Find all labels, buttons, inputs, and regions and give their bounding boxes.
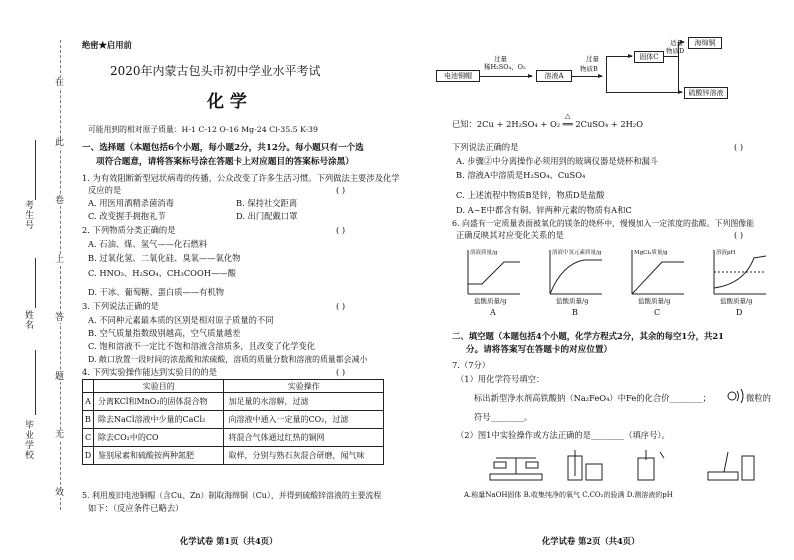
- exam-title: 2020年内蒙古包头市初中学业水平考试: [110, 64, 321, 78]
- graph-b[interactable]: [550, 250, 602, 294]
- section1-heading-cont: 项符合题意，请将答案标号涂在答题卡上对应题目的答案标号涂黑）: [96, 157, 354, 167]
- flow-step2-reagent: 物质B: [580, 65, 598, 73]
- atomic-masses: 可能用到的相对原子质量：H-1 C-12 O-16 Mg-24 Cl-35.5 K-39: [88, 125, 318, 134]
- q5-answer-slot[interactable]: ( ): [734, 142, 744, 152]
- balance-icon: [490, 458, 542, 480]
- flow-step1-reagent: 稀H₂SO₄、O₂: [484, 63, 526, 71]
- q5-question: 下列说法正确的是: [452, 142, 519, 152]
- q6-answer-slot[interactable]: ( ): [734, 230, 744, 240]
- table-cell: 鉴别尿素和硫酸铵两种氮肥: [94, 447, 224, 465]
- flow-sponge-copper-box: 海绵铜: [688, 37, 722, 49]
- table-cell: 向溶液中通入一定量的CO₂，过滤: [224, 411, 384, 429]
- q1-option-c: C. 改变握手拥抱礼节: [88, 211, 166, 221]
- q1-answer-slot[interactable]: ( ): [336, 185, 346, 195]
- table-cell: B: [83, 411, 94, 429]
- section2-heading-cont: 分。请将答案写在答题卡的对应位置）: [466, 345, 613, 355]
- graph-c-xlabel: 盐酸质量/g: [638, 297, 671, 305]
- table-cell: 除去CO₂中的CO: [94, 429, 224, 447]
- school-label: 毕业学校: [23, 420, 33, 460]
- q6-stem: 6. 向盛有一定质量表面被氧化的镁条的烧杯中，慢慢加入一定浓度的盐酸。下列图像能: [452, 219, 754, 228]
- flow-solid-c-box: 固体C: [634, 51, 664, 63]
- fold-char: 题: [55, 372, 65, 382]
- q3-option-d: D. 敞口放置一段时间的浓盐酸和浓硫酸，溶质的质量分数和溶液的质量都会减小: [88, 355, 368, 364]
- flow-start-box: 电池铜帽: [436, 70, 480, 82]
- q4-answer-slot[interactable]: ( ): [336, 367, 346, 377]
- table-cell: 分离KCl和MnO₂的固体混合物: [94, 393, 224, 411]
- flow-arrow: [606, 92, 682, 93]
- subject-title: 化 学: [207, 92, 247, 112]
- table-cell: 将混合气体通过红热的铜网: [224, 429, 384, 447]
- right-page: [408, 0, 794, 560]
- q5-option-b: B. 溶液A中溶质是H₂SO₄、CuSO₄: [456, 170, 586, 180]
- fold-char: 效: [55, 488, 65, 498]
- co2-test-icon: [638, 450, 664, 480]
- exam-number-label: 考生号: [23, 200, 33, 230]
- confidential-mark: 绝密★启用前: [82, 40, 132, 50]
- table-cell: A: [83, 393, 94, 411]
- section2-heading: 二、填空题（本题包括4个小题，化学方程式2分，其余的每空1分，共21: [452, 331, 725, 341]
- flow-arrow: [480, 76, 532, 77]
- flow-arrow: [678, 42, 684, 43]
- table-cell: C: [83, 429, 94, 447]
- graph-a-xlabel: 盐酸质量/g: [474, 297, 507, 305]
- ph-test-icon: [708, 452, 754, 480]
- table-row: [83, 411, 384, 429]
- q7-heading: 7.（7分）: [452, 360, 491, 370]
- table-row: [83, 447, 384, 465]
- q7-part2: （2）图1中实验操作或方法正确的是________（填序号）。: [456, 430, 670, 440]
- flow-line: [664, 56, 678, 57]
- q4-table: [82, 379, 384, 465]
- graph-d-xlabel: 盐酸质量/g: [720, 297, 753, 305]
- table-row: [83, 429, 384, 447]
- q3-stem: 3. 下列说法正确的是: [82, 301, 159, 311]
- graph-c-ylabel: MgCl₂质量/g: [634, 250, 668, 256]
- q5-stem-cont: 如下：（反应条件已略去）: [88, 503, 184, 513]
- fold-char: 在: [55, 78, 65, 88]
- q1-stem-cont: 反应的是: [88, 185, 122, 195]
- graph-a[interactable]: [468, 250, 520, 294]
- graph-a-label: A: [490, 308, 496, 317]
- school-field[interactable]: [35, 350, 36, 415]
- q2-answer-slot[interactable]: ( ): [336, 225, 346, 235]
- known-equation: 已知：2Cu + 2H₂SO₄ + O₂ ══ 2CuSO₄ + 2H₂O: [452, 119, 644, 129]
- q2-option-d: D. 干冰、葡萄糖、蛋白质——有机物: [88, 287, 225, 297]
- q5-stem: 5. 利用废旧电池铜帽（含Cu、Zn）制取海绵铜（Cu），并得到硫酸锌溶液的主要流程: [82, 491, 382, 500]
- table-header-cell: 实验操作: [224, 380, 384, 393]
- q2-option-b: B. 过氧化氢、二氧化硅、臭氧——氧化物: [88, 253, 241, 263]
- table-header-cell: 实验目的: [94, 380, 224, 393]
- flow-step3-label: 适量: [670, 39, 683, 47]
- table-cell: 加足量的水溶解，过滤: [224, 393, 384, 411]
- table-row: [83, 393, 384, 411]
- fold-char: 卷: [55, 196, 65, 206]
- fold-char: 上: [55, 255, 65, 265]
- flow-branch-line: [606, 56, 607, 92]
- q5-option-a: A. 步骤②中分离操作必须用到的玻璃仪器是烧杯和漏斗: [456, 156, 659, 166]
- flow-step3-reagent: 物质D: [666, 47, 685, 55]
- section1-heading: 一、选择题（本题包括6个小题，每小题2分，共12分。每小题只有一个选: [82, 143, 364, 153]
- table-cell: D: [83, 447, 94, 465]
- page-footer: 化学试卷 第1页（共4页）: [180, 536, 278, 546]
- flow-znso4-box: 硫酸锌溶液: [684, 87, 728, 99]
- flow-arrow: [572, 76, 602, 77]
- name-label: 姓名: [23, 310, 33, 330]
- q3-option-c: C. 饱和溶液不一定比不饱和溶液含溶质多，且改变了化学变化: [88, 341, 316, 351]
- page-footer: 化学试卷 第2页（共4页）: [542, 536, 640, 546]
- q2-option-a: A. 石油、煤、氢气——化石燃料: [88, 239, 208, 249]
- table-cell: 取样，分别与熟石灰混合研磨，闻气味: [224, 447, 384, 465]
- graph-a-ylabel: 溶液质量/g: [470, 250, 498, 256]
- q7-figure-caption: A.称量NaOH固体 B.收集纯净的氧气 C.CO₂的验满 D.测溶液的pH: [464, 491, 673, 499]
- q7-part1-a-tail: 微粒的: [746, 393, 771, 403]
- fold-char: 此: [55, 138, 65, 148]
- ion-structure-icon: [724, 388, 746, 404]
- q2-stem: 2. 下列物质分类正确的是: [82, 225, 176, 235]
- q4-stem: 4. 下列实验操作能达到实验目的的是: [82, 367, 218, 377]
- flow-step1-label: 过量: [494, 55, 507, 63]
- q7-part1: （1）用化学符号填空：: [456, 374, 545, 384]
- q1-stem: 1. 为有效阻断新型冠状病毒的传播，公众改变了许多生活习惯。下列做法主要涉及化学: [82, 173, 400, 183]
- q2-option-c: C. HNO₃、H₂SO₄、CH₃COOH——酸: [88, 268, 236, 278]
- flow-solution-a-box: 溶液A: [536, 70, 572, 82]
- q5-option-c: C. 上述流程中物质B是锌，物质D是盐酸: [456, 190, 605, 200]
- q7-apparatus-figure: [488, 448, 768, 488]
- exam-number-field[interactable]: [35, 140, 36, 200]
- graph-b-label: B: [572, 308, 578, 317]
- q1-option-b: B. 保持社交距离: [236, 198, 298, 208]
- gas-collection-icon: [568, 450, 602, 480]
- table-header-row: [83, 380, 384, 393]
- table-cell: 除去NaCl溶液中少量的CaCl₂: [94, 411, 224, 429]
- graph-c[interactable]: [632, 250, 684, 294]
- flow-branch-line: [678, 42, 679, 92]
- graph-d-ylabel: 溶液pH: [716, 250, 736, 256]
- heating-triangle-icon: △: [565, 112, 571, 120]
- name-field[interactable]: [35, 258, 36, 308]
- q3-option-b: B. 空气质量指数级别越高，空气质量越差: [88, 328, 241, 338]
- graph-d[interactable]: [714, 250, 766, 294]
- flow-step2-label: 过量: [586, 55, 599, 63]
- fold-char: 无: [55, 430, 65, 440]
- flow-arrow: [606, 56, 632, 57]
- q3-answer-slot[interactable]: ( ): [336, 301, 346, 311]
- graph-d-label: D: [736, 308, 743, 317]
- q7-part1-a: 标出新型净水剂高铁酸钠（Na₂FeO₄）中Fe的化合价________；: [474, 393, 711, 403]
- q6-stem-cont: 正确反映其对应变化关系的是: [456, 230, 564, 240]
- q3-option-a: A. 不同种元素最本质的区别是相对原子质量的不同: [88, 315, 274, 325]
- graph-b-ylabel: 溶液中氢元素质量/g: [552, 250, 602, 256]
- q7-part1-b: 符号________。: [474, 412, 533, 422]
- graph-b-xlabel: 盐酸质量/g: [556, 297, 589, 305]
- q1-option-d: D. 出门配戴口罩: [236, 211, 298, 221]
- table-header-cell: [83, 380, 94, 393]
- q5-option-d: D. A~E中都含有铜、锌两种元素的物质有A和C: [456, 205, 632, 215]
- q1-option-a: A. 用医用酒精杀菌消毒: [88, 198, 174, 208]
- graph-c-label: C: [654, 308, 661, 317]
- fold-char: 答: [55, 313, 65, 323]
